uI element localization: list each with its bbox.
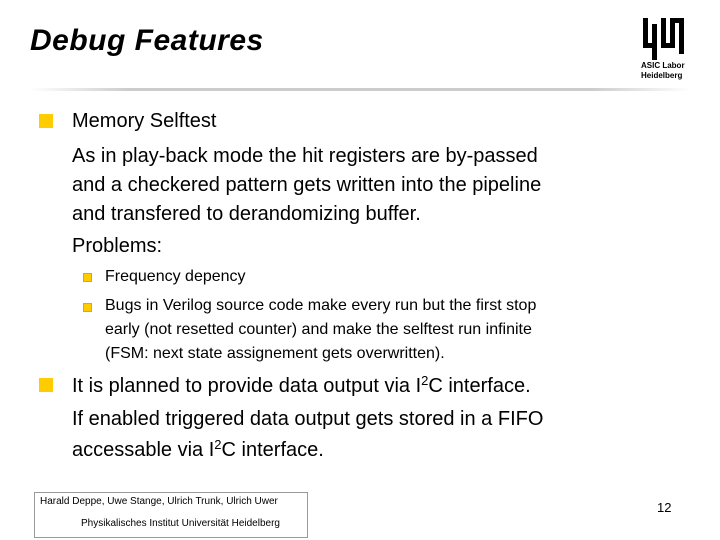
page-number: 12: [657, 500, 672, 515]
text-run: accessable via I: [72, 439, 215, 461]
logo-mark-icon: [641, 14, 689, 60]
sub-bullet-text: (FSM: next state assignement gets overwritten).: [105, 345, 445, 362]
bullet-text-line: As in play-back mode the hit registers are by-passed: [72, 145, 538, 167]
bullet-text-line: [72, 375, 531, 398]
bullet-marker: [39, 114, 53, 128]
sub-bullet-text: early (not resetted counter) and make the selftest run infinite: [105, 321, 532, 338]
sub-bullet-marker: [83, 273, 92, 282]
asic-labor-logo: [641, 14, 689, 84]
bullet-marker: [39, 378, 53, 392]
logo-line-1: ASIC Labor: [641, 61, 685, 70]
logo-text: [641, 61, 689, 81]
slide-title: Debug Features: [30, 24, 264, 57]
sub-bullet-text: Bugs in Verilog source code make every run but the first stop: [105, 297, 537, 314]
bullet-text-line: If enabled triggered data output gets stored in a FIFO: [72, 408, 544, 430]
superscript: 2: [421, 373, 429, 388]
footer-authors: Harald Deppe, Uwe Stange, Ulrich Trunk, Ulrich Uwer: [40, 496, 278, 507]
footer-credits-box: [34, 492, 308, 538]
bullet-text-line: Problems:: [72, 235, 163, 257]
bullet-heading: Memory Selftest: [72, 110, 217, 132]
text-run: It is planned to provide data output via I: [72, 375, 422, 397]
bullet-text-line: [72, 439, 324, 462]
sub-bullet-text: Frequency depency: [105, 268, 246, 285]
bullet-text-line: and a checkered pattern gets written into the pipeline: [72, 174, 542, 196]
text-run: C interface.: [221, 439, 324, 461]
sub-bullet-marker: [83, 303, 92, 312]
footer-institute: Physikalisches Institut Universität Heidelberg: [81, 518, 280, 529]
title-divider: [30, 88, 690, 91]
logo-line-2: Heidelberg: [641, 71, 683, 80]
text-run: C interface.: [428, 375, 531, 397]
bullet-text-line: and transfered to derandomizing buffer.: [72, 203, 421, 225]
superscript: 2: [214, 437, 222, 452]
